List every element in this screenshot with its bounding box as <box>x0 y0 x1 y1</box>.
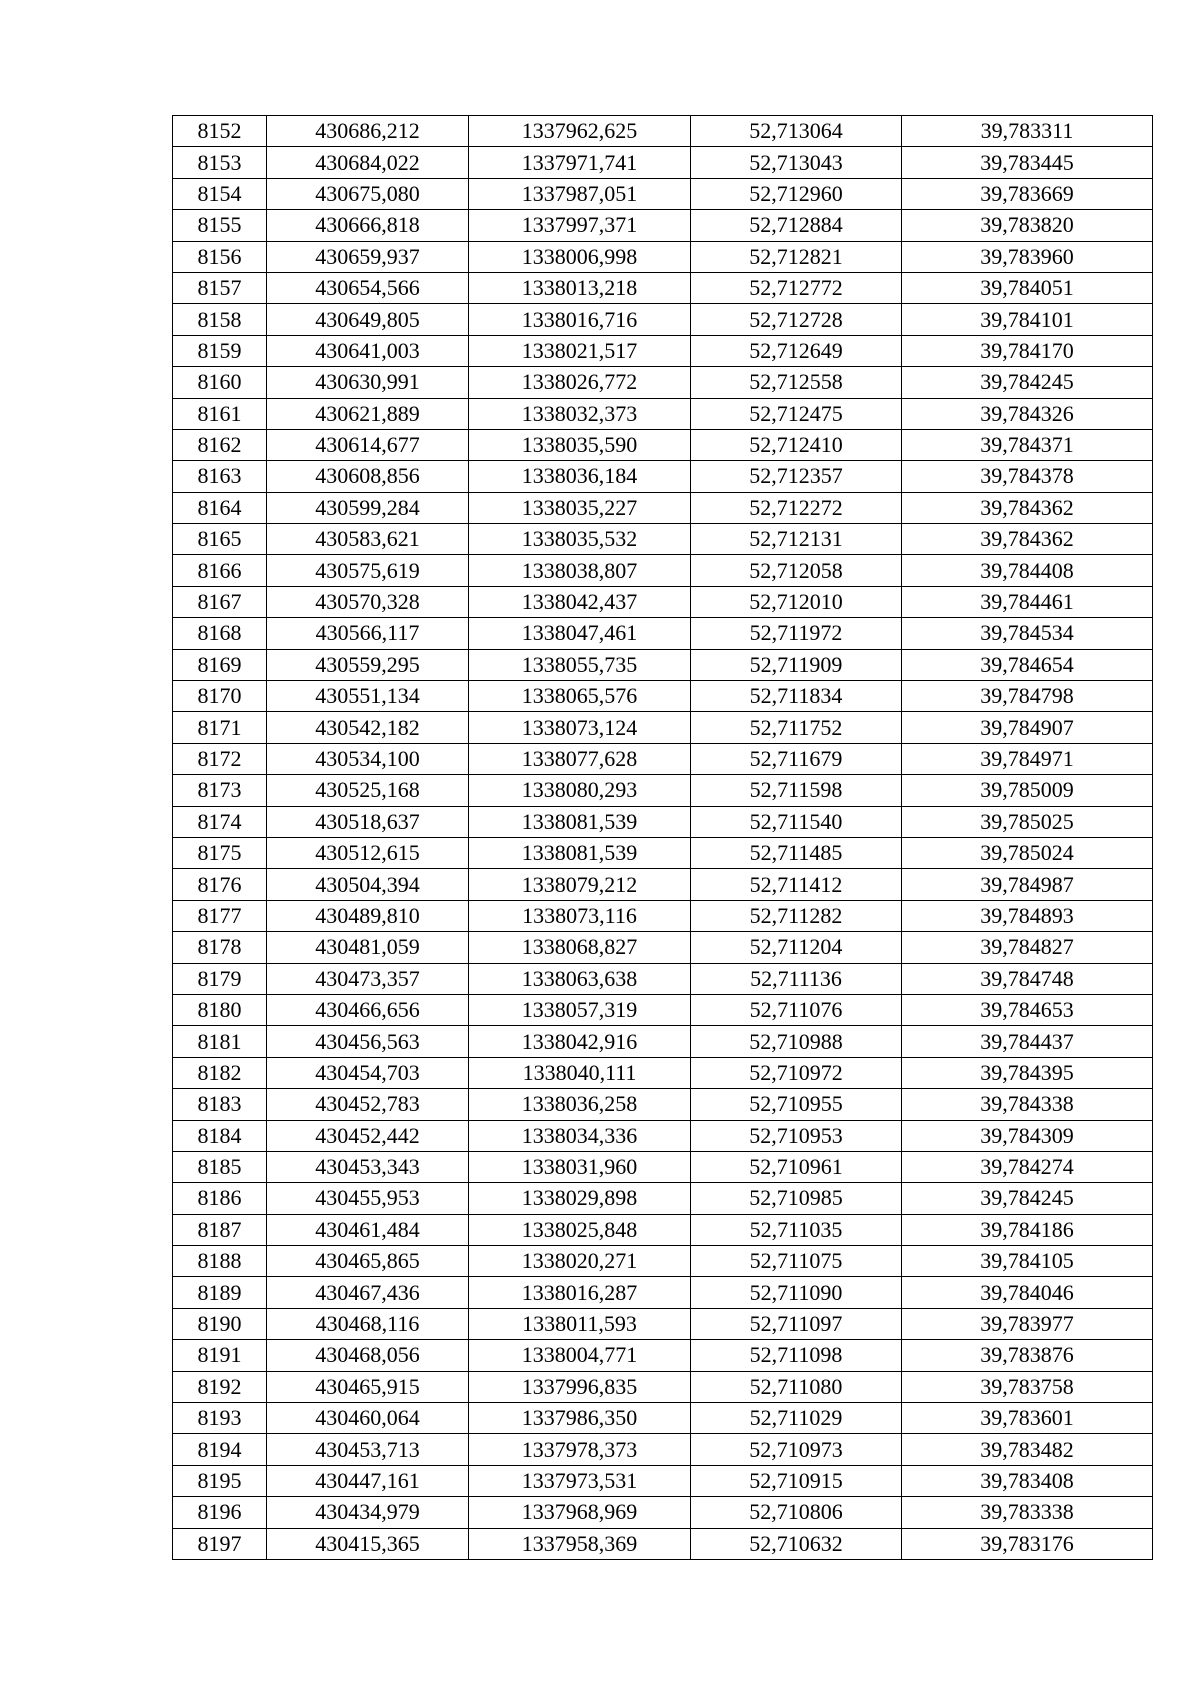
y-coordinate-cell: 1337973,531 <box>469 1465 691 1496</box>
point-number-cell: 8165 <box>173 524 267 555</box>
latitude-cell: 52,711098 <box>691 1340 902 1371</box>
table-row <box>173 304 1153 335</box>
point-number-cell: 8188 <box>173 1246 267 1277</box>
latitude-cell: 52,712475 <box>691 398 902 429</box>
y-coordinate-cell: 1337968,969 <box>469 1497 691 1528</box>
longitude-cell: 39,784274 <box>902 1151 1153 1182</box>
table-row <box>173 1026 1153 1057</box>
latitude-cell: 52,711097 <box>691 1308 902 1339</box>
x-coordinate-cell: 430465,865 <box>267 1246 469 1277</box>
latitude-cell: 52,712960 <box>691 178 902 209</box>
x-coordinate-cell: 430599,284 <box>267 492 469 523</box>
y-coordinate-cell: 1338042,437 <box>469 586 691 617</box>
longitude-cell: 39,784907 <box>902 712 1153 743</box>
y-coordinate-cell: 1338068,827 <box>469 932 691 963</box>
point-number-cell: 8168 <box>173 618 267 649</box>
table-row <box>173 178 1153 209</box>
x-coordinate-cell: 430684,022 <box>267 147 469 178</box>
point-number-cell: 8160 <box>173 367 267 398</box>
point-number-cell: 8172 <box>173 743 267 774</box>
latitude-cell: 52,710988 <box>691 1026 902 1057</box>
y-coordinate-cell: 1337987,051 <box>469 178 691 209</box>
y-coordinate-cell: 1338029,898 <box>469 1183 691 1214</box>
x-coordinate-cell: 430504,394 <box>267 869 469 900</box>
x-coordinate-cell: 430654,566 <box>267 272 469 303</box>
latitude-cell: 52,712821 <box>691 241 902 272</box>
y-coordinate-cell: 1338065,576 <box>469 681 691 712</box>
longitude-cell: 39,784378 <box>902 461 1153 492</box>
x-coordinate-cell: 430453,343 <box>267 1151 469 1182</box>
point-number-cell: 8176 <box>173 869 267 900</box>
longitude-cell: 39,783311 <box>902 116 1153 147</box>
longitude-cell: 39,784186 <box>902 1214 1153 1245</box>
longitude-cell: 39,783176 <box>902 1528 1153 1559</box>
point-number-cell: 8192 <box>173 1371 267 1402</box>
y-coordinate-cell: 1338035,590 <box>469 429 691 460</box>
table-row <box>173 1246 1153 1277</box>
y-coordinate-cell: 1338026,772 <box>469 367 691 398</box>
point-number-cell: 8173 <box>173 775 267 806</box>
point-number-cell: 8161 <box>173 398 267 429</box>
point-number-cell: 8185 <box>173 1151 267 1182</box>
table-row <box>173 869 1153 900</box>
y-coordinate-cell: 1337997,371 <box>469 210 691 241</box>
longitude-cell: 39,784105 <box>902 1246 1153 1277</box>
table-row <box>173 837 1153 868</box>
x-coordinate-cell: 430534,100 <box>267 743 469 774</box>
longitude-cell: 39,784326 <box>902 398 1153 429</box>
table-row <box>173 806 1153 837</box>
x-coordinate-cell: 430675,080 <box>267 178 469 209</box>
latitude-cell: 52,711090 <box>691 1277 902 1308</box>
x-coordinate-cell: 430608,856 <box>267 461 469 492</box>
table-row <box>173 1183 1153 1214</box>
point-number-cell: 8186 <box>173 1183 267 1214</box>
point-number-cell: 8190 <box>173 1308 267 1339</box>
x-coordinate-cell: 430466,656 <box>267 994 469 1025</box>
table-row <box>173 461 1153 492</box>
longitude-cell: 39,784408 <box>902 555 1153 586</box>
longitude-cell: 39,784827 <box>902 932 1153 963</box>
latitude-cell: 52,711909 <box>691 649 902 680</box>
latitude-cell: 52,712272 <box>691 492 902 523</box>
x-coordinate-cell: 430686,212 <box>267 116 469 147</box>
y-coordinate-cell: 1338031,960 <box>469 1151 691 1182</box>
table-row <box>173 367 1153 398</box>
latitude-cell: 52,711029 <box>691 1403 902 1434</box>
x-coordinate-cell: 430666,818 <box>267 210 469 241</box>
coordinates-table <box>172 115 1153 1560</box>
x-coordinate-cell: 430468,056 <box>267 1340 469 1371</box>
table-row <box>173 1403 1153 1434</box>
table-row <box>173 681 1153 712</box>
table-row <box>173 241 1153 272</box>
latitude-cell: 52,712649 <box>691 335 902 366</box>
y-coordinate-cell: 1338063,638 <box>469 963 691 994</box>
point-number-cell: 8169 <box>173 649 267 680</box>
table-row <box>173 524 1153 555</box>
latitude-cell: 52,710953 <box>691 1120 902 1151</box>
longitude-cell: 39,784534 <box>902 618 1153 649</box>
longitude-cell: 39,784309 <box>902 1120 1153 1151</box>
table-row <box>173 272 1153 303</box>
y-coordinate-cell: 1338021,517 <box>469 335 691 366</box>
table-row <box>173 210 1153 241</box>
longitude-cell: 39,785024 <box>902 837 1153 868</box>
point-number-cell: 8167 <box>173 586 267 617</box>
longitude-cell: 39,785009 <box>902 775 1153 806</box>
x-coordinate-cell: 430518,637 <box>267 806 469 837</box>
x-coordinate-cell: 430551,134 <box>267 681 469 712</box>
latitude-cell: 52,712010 <box>691 586 902 617</box>
table-row <box>173 1434 1153 1465</box>
point-number-cell: 8183 <box>173 1089 267 1120</box>
table-row <box>173 963 1153 994</box>
latitude-cell: 52,710985 <box>691 1183 902 1214</box>
point-number-cell: 8164 <box>173 492 267 523</box>
y-coordinate-cell: 1338011,593 <box>469 1308 691 1339</box>
longitude-cell: 39,784893 <box>902 900 1153 931</box>
y-coordinate-cell: 1338013,218 <box>469 272 691 303</box>
y-coordinate-cell: 1338081,539 <box>469 806 691 837</box>
table-row <box>173 429 1153 460</box>
longitude-cell: 39,783960 <box>902 241 1153 272</box>
table-row <box>173 932 1153 963</box>
table-row <box>173 1057 1153 1088</box>
y-coordinate-cell: 1338077,628 <box>469 743 691 774</box>
longitude-cell: 39,784101 <box>902 304 1153 335</box>
latitude-cell: 52,710972 <box>691 1057 902 1088</box>
x-coordinate-cell: 430481,059 <box>267 932 469 963</box>
table-row <box>173 618 1153 649</box>
point-number-cell: 8187 <box>173 1214 267 1245</box>
y-coordinate-cell: 1337971,741 <box>469 147 691 178</box>
latitude-cell: 52,710973 <box>691 1434 902 1465</box>
longitude-cell: 39,784245 <box>902 1183 1153 1214</box>
table-row <box>173 743 1153 774</box>
latitude-cell: 52,712772 <box>691 272 902 303</box>
latitude-cell: 52,711075 <box>691 1246 902 1277</box>
latitude-cell: 52,711204 <box>691 932 902 963</box>
x-coordinate-cell: 430473,357 <box>267 963 469 994</box>
table-row <box>173 398 1153 429</box>
table-row <box>173 586 1153 617</box>
point-number-cell: 8197 <box>173 1528 267 1559</box>
x-coordinate-cell: 430489,810 <box>267 900 469 931</box>
latitude-cell: 52,711752 <box>691 712 902 743</box>
table-row <box>173 775 1153 806</box>
longitude-cell: 39,783482 <box>902 1434 1153 1465</box>
point-number-cell: 8174 <box>173 806 267 837</box>
x-coordinate-cell: 430456,563 <box>267 1026 469 1057</box>
latitude-cell: 52,711136 <box>691 963 902 994</box>
x-coordinate-cell: 430614,677 <box>267 429 469 460</box>
longitude-cell: 39,784653 <box>902 994 1153 1025</box>
point-number-cell: 8154 <box>173 178 267 209</box>
latitude-cell: 52,711485 <box>691 837 902 868</box>
y-coordinate-cell: 1338080,293 <box>469 775 691 806</box>
point-number-cell: 8179 <box>173 963 267 994</box>
latitude-cell: 52,712058 <box>691 555 902 586</box>
longitude-cell: 39,783445 <box>902 147 1153 178</box>
table-row <box>173 335 1153 366</box>
latitude-cell: 52,710955 <box>691 1089 902 1120</box>
point-number-cell: 8184 <box>173 1120 267 1151</box>
x-coordinate-cell: 430453,713 <box>267 1434 469 1465</box>
latitude-cell: 52,711412 <box>691 869 902 900</box>
point-number-cell: 8159 <box>173 335 267 366</box>
longitude-cell: 39,783669 <box>902 178 1153 209</box>
latitude-cell: 52,711972 <box>691 618 902 649</box>
point-number-cell: 8170 <box>173 681 267 712</box>
x-coordinate-cell: 430542,182 <box>267 712 469 743</box>
latitude-cell: 52,711679 <box>691 743 902 774</box>
y-coordinate-cell: 1337962,625 <box>469 116 691 147</box>
latitude-cell: 52,711834 <box>691 681 902 712</box>
y-coordinate-cell: 1338038,807 <box>469 555 691 586</box>
latitude-cell: 52,712131 <box>691 524 902 555</box>
y-coordinate-cell: 1337978,373 <box>469 1434 691 1465</box>
x-coordinate-cell: 430415,365 <box>267 1528 469 1559</box>
x-coordinate-cell: 430559,295 <box>267 649 469 680</box>
x-coordinate-cell: 430512,615 <box>267 837 469 868</box>
table-row <box>173 116 1153 147</box>
longitude-cell: 39,784748 <box>902 963 1153 994</box>
y-coordinate-cell: 1337986,350 <box>469 1403 691 1434</box>
y-coordinate-cell: 1338040,111 <box>469 1057 691 1088</box>
latitude-cell: 52,712357 <box>691 461 902 492</box>
point-number-cell: 8171 <box>173 712 267 743</box>
table-row <box>173 1277 1153 1308</box>
x-coordinate-cell: 430454,703 <box>267 1057 469 1088</box>
point-number-cell: 8157 <box>173 272 267 303</box>
x-coordinate-cell: 430659,937 <box>267 241 469 272</box>
longitude-cell: 39,784170 <box>902 335 1153 366</box>
longitude-cell: 39,783820 <box>902 210 1153 241</box>
point-number-cell: 8175 <box>173 837 267 868</box>
latitude-cell: 52,711035 <box>691 1214 902 1245</box>
table-row <box>173 1465 1153 1496</box>
y-coordinate-cell: 1338016,716 <box>469 304 691 335</box>
longitude-cell: 39,784798 <box>902 681 1153 712</box>
table-row <box>173 1340 1153 1371</box>
y-coordinate-cell: 1338081,539 <box>469 837 691 868</box>
x-coordinate-cell: 430570,328 <box>267 586 469 617</box>
point-number-cell: 8189 <box>173 1277 267 1308</box>
y-coordinate-cell: 1338036,258 <box>469 1089 691 1120</box>
longitude-cell: 39,783876 <box>902 1340 1153 1371</box>
x-coordinate-cell: 430452,783 <box>267 1089 469 1120</box>
point-number-cell: 8193 <box>173 1403 267 1434</box>
point-number-cell: 8162 <box>173 429 267 460</box>
x-coordinate-cell: 430447,161 <box>267 1465 469 1496</box>
longitude-cell: 39,784987 <box>902 869 1153 900</box>
y-coordinate-cell: 1338006,998 <box>469 241 691 272</box>
y-coordinate-cell: 1338042,916 <box>469 1026 691 1057</box>
point-number-cell: 8195 <box>173 1465 267 1496</box>
x-coordinate-cell: 430583,621 <box>267 524 469 555</box>
y-coordinate-cell: 1338034,336 <box>469 1120 691 1151</box>
y-coordinate-cell: 1338057,319 <box>469 994 691 1025</box>
table-row <box>173 147 1153 178</box>
point-number-cell: 8155 <box>173 210 267 241</box>
point-number-cell: 8181 <box>173 1026 267 1057</box>
latitude-cell: 52,711080 <box>691 1371 902 1402</box>
latitude-cell: 52,710961 <box>691 1151 902 1182</box>
latitude-cell: 52,711282 <box>691 900 902 931</box>
table-row <box>173 712 1153 743</box>
table-row <box>173 555 1153 586</box>
longitude-cell: 39,784371 <box>902 429 1153 460</box>
y-coordinate-cell: 1337958,369 <box>469 1528 691 1559</box>
point-number-cell: 8182 <box>173 1057 267 1088</box>
longitude-cell: 39,783601 <box>902 1403 1153 1434</box>
y-coordinate-cell: 1338036,184 <box>469 461 691 492</box>
table-row <box>173 1371 1153 1402</box>
x-coordinate-cell: 430621,889 <box>267 398 469 429</box>
x-coordinate-cell: 430467,436 <box>267 1277 469 1308</box>
latitude-cell: 52,710632 <box>691 1528 902 1559</box>
x-coordinate-cell: 430649,805 <box>267 304 469 335</box>
coordinates-table-body <box>173 116 1153 1560</box>
longitude-cell: 39,784046 <box>902 1277 1153 1308</box>
longitude-cell: 39,784654 <box>902 649 1153 680</box>
point-number-cell: 8163 <box>173 461 267 492</box>
x-coordinate-cell: 430641,003 <box>267 335 469 366</box>
point-number-cell: 8156 <box>173 241 267 272</box>
y-coordinate-cell: 1338055,735 <box>469 649 691 680</box>
table-row <box>173 492 1153 523</box>
table-row <box>173 900 1153 931</box>
longitude-cell: 39,784362 <box>902 492 1153 523</box>
longitude-cell: 39,784338 <box>902 1089 1153 1120</box>
y-coordinate-cell: 1338079,212 <box>469 869 691 900</box>
point-number-cell: 8178 <box>173 932 267 963</box>
y-coordinate-cell: 1338025,848 <box>469 1214 691 1245</box>
y-coordinate-cell: 1338035,532 <box>469 524 691 555</box>
x-coordinate-cell: 430525,168 <box>267 775 469 806</box>
latitude-cell: 52,711598 <box>691 775 902 806</box>
latitude-cell: 52,713064 <box>691 116 902 147</box>
y-coordinate-cell: 1338047,461 <box>469 618 691 649</box>
x-coordinate-cell: 430461,484 <box>267 1214 469 1245</box>
point-number-cell: 8196 <box>173 1497 267 1528</box>
point-number-cell: 8152 <box>173 116 267 147</box>
latitude-cell: 52,711540 <box>691 806 902 837</box>
table-row <box>173 649 1153 680</box>
table-row <box>173 1528 1153 1559</box>
latitude-cell: 52,710915 <box>691 1465 902 1496</box>
point-number-cell: 8153 <box>173 147 267 178</box>
table-row <box>173 1120 1153 1151</box>
x-coordinate-cell: 430455,953 <box>267 1183 469 1214</box>
latitude-cell: 52,710806 <box>691 1497 902 1528</box>
latitude-cell: 52,712884 <box>691 210 902 241</box>
x-coordinate-cell: 430468,116 <box>267 1308 469 1339</box>
table-row <box>173 1497 1153 1528</box>
y-coordinate-cell: 1337996,835 <box>469 1371 691 1402</box>
longitude-cell: 39,784461 <box>902 586 1153 617</box>
longitude-cell: 39,783408 <box>902 1465 1153 1496</box>
x-coordinate-cell: 430452,442 <box>267 1120 469 1151</box>
y-coordinate-cell: 1338073,116 <box>469 900 691 931</box>
table-row <box>173 1308 1153 1339</box>
point-number-cell: 8194 <box>173 1434 267 1465</box>
longitude-cell: 39,784395 <box>902 1057 1153 1088</box>
latitude-cell: 52,712410 <box>691 429 902 460</box>
point-number-cell: 8166 <box>173 555 267 586</box>
y-coordinate-cell: 1338016,287 <box>469 1277 691 1308</box>
latitude-cell: 52,713043 <box>691 147 902 178</box>
x-coordinate-cell: 430566,117 <box>267 618 469 649</box>
longitude-cell: 39,784362 <box>902 524 1153 555</box>
point-number-cell: 8158 <box>173 304 267 335</box>
longitude-cell: 39,785025 <box>902 806 1153 837</box>
longitude-cell: 39,784245 <box>902 367 1153 398</box>
point-number-cell: 8191 <box>173 1340 267 1371</box>
table-row <box>173 994 1153 1025</box>
x-coordinate-cell: 430434,979 <box>267 1497 469 1528</box>
table-row <box>173 1214 1153 1245</box>
longitude-cell: 39,784051 <box>902 272 1153 303</box>
point-number-cell: 8180 <box>173 994 267 1025</box>
latitude-cell: 52,711076 <box>691 994 902 1025</box>
point-number-cell: 8177 <box>173 900 267 931</box>
y-coordinate-cell: 1338035,227 <box>469 492 691 523</box>
longitude-cell: 39,784971 <box>902 743 1153 774</box>
x-coordinate-cell: 430460,064 <box>267 1403 469 1434</box>
latitude-cell: 52,712728 <box>691 304 902 335</box>
x-coordinate-cell: 430465,915 <box>267 1371 469 1402</box>
x-coordinate-cell: 430630,991 <box>267 367 469 398</box>
longitude-cell: 39,783977 <box>902 1308 1153 1339</box>
longitude-cell: 39,783758 <box>902 1371 1153 1402</box>
y-coordinate-cell: 1338032,373 <box>469 398 691 429</box>
latitude-cell: 52,712558 <box>691 367 902 398</box>
x-coordinate-cell: 430575,619 <box>267 555 469 586</box>
table-row <box>173 1089 1153 1120</box>
y-coordinate-cell: 1338020,271 <box>469 1246 691 1277</box>
longitude-cell: 39,783338 <box>902 1497 1153 1528</box>
table-row <box>173 1151 1153 1182</box>
longitude-cell: 39,784437 <box>902 1026 1153 1057</box>
y-coordinate-cell: 1338073,124 <box>469 712 691 743</box>
y-coordinate-cell: 1338004,771 <box>469 1340 691 1371</box>
